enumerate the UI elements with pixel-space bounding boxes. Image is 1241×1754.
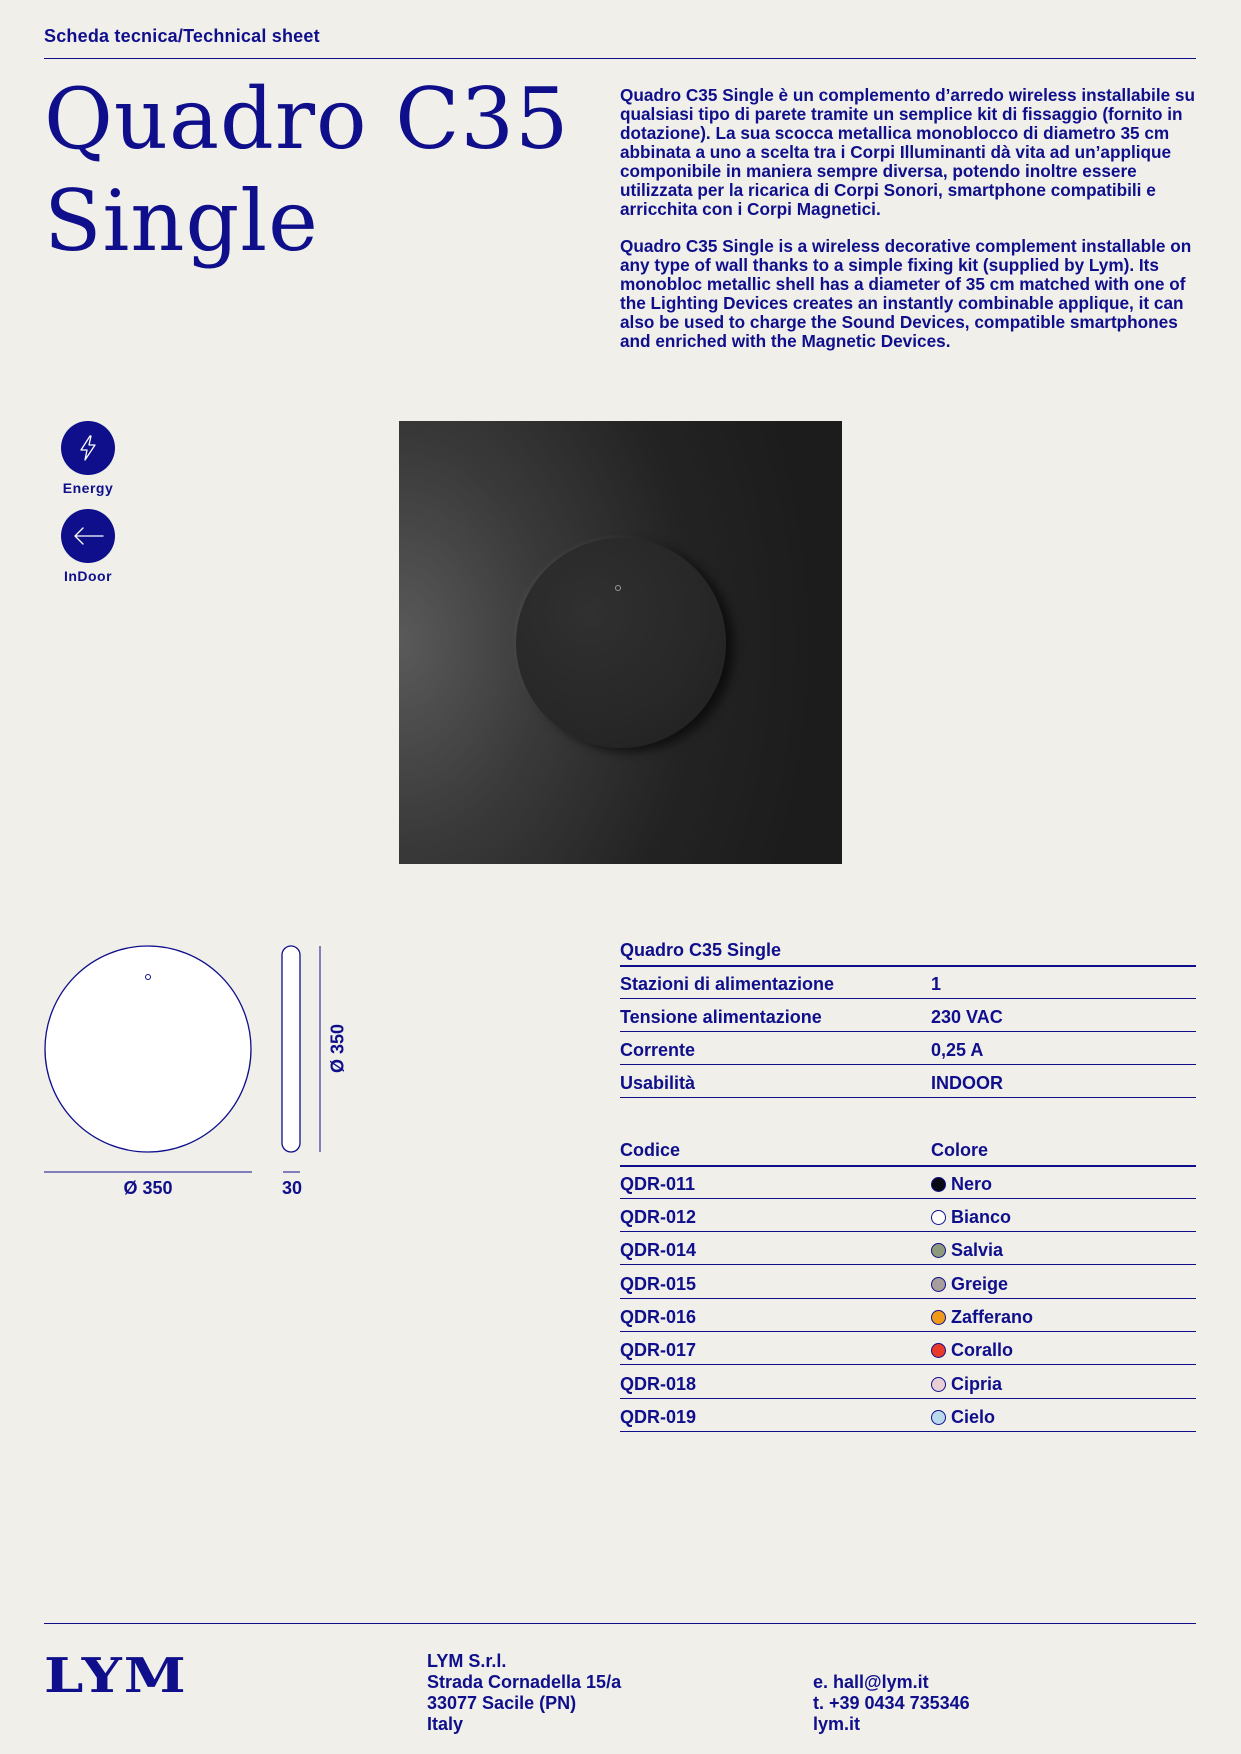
color-swatch (931, 1177, 946, 1192)
lightning-icon (61, 421, 115, 475)
row-divider (620, 1064, 1196, 1065)
product-photo (399, 421, 842, 864)
spec-key: Usabilità (620, 1073, 696, 1093)
color-swatch (931, 1377, 946, 1392)
code-value: QDR-018 (620, 1374, 697, 1394)
color-swatch (931, 1410, 946, 1425)
side-view-profile (282, 946, 300, 1152)
header-label: Scheda tecnica/Technical sheet (44, 26, 320, 46)
code-color (931, 1407, 995, 1428)
footer-contacts (813, 1672, 970, 1735)
row-divider (620, 1231, 1196, 1232)
row-divider (620, 1097, 1196, 1098)
code-color (931, 1240, 1003, 1261)
spec-key: Stazioni di alimentazione (620, 974, 835, 994)
row-divider (620, 1398, 1196, 1399)
height-label: Ø 350 (327, 1023, 348, 1074)
color-name: Nero (951, 1174, 993, 1194)
footer-company: LYM S.r.l. (427, 1651, 507, 1671)
codes-header-code: Codice (620, 1140, 681, 1160)
row-divider (620, 1431, 1196, 1432)
spec-value: INDOOR (931, 1073, 1003, 1093)
color-swatch (931, 1210, 946, 1225)
description-english: Quadro C35 Single is a wireless decorative complement installable on any type of wall thanks to a simple fixing kit (supplied by Lym). Its monobloc metallic shell has a diameter of 35 cm matched with one of the Lighting Devices creates an instantly combinable applique, it can also be used to charge the Sound Devices, compatible smartphones and enriched with the Magnetic Devices. (620, 236, 1192, 351)
footer-web[interactable]: lym.it (813, 1714, 861, 1734)
color-swatch (931, 1243, 946, 1258)
codes-header-divider (620, 1165, 1196, 1167)
color-name: Corallo (951, 1340, 1014, 1360)
header-divider (44, 58, 1196, 59)
badge-energy (44, 421, 132, 496)
code-color (931, 1340, 1013, 1361)
code-color (931, 1274, 1008, 1295)
row-divider (620, 1031, 1196, 1032)
footer-divider (44, 1623, 1196, 1624)
color-swatch (931, 1310, 946, 1325)
color-name: Greige (951, 1274, 1009, 1294)
badge-indoor (44, 509, 132, 584)
page-title (44, 68, 569, 272)
product-disc (516, 538, 726, 748)
color-swatch (931, 1277, 946, 1292)
front-view-circle (45, 946, 251, 1152)
code-value: QDR-014 (620, 1240, 697, 1260)
code-color (931, 1374, 1002, 1395)
badge-energy-label: Energy (62, 480, 114, 496)
color-name: Salvia (951, 1240, 1004, 1260)
color-name: Cielo (951, 1407, 996, 1427)
color-name: Zafferano (951, 1307, 1034, 1327)
row-divider (620, 1198, 1196, 1199)
badge-indoor-label: InDoor (63, 568, 113, 584)
code-value: QDR-015 (620, 1274, 697, 1294)
code-value: QDR-017 (620, 1340, 697, 1360)
code-color (931, 1207, 1011, 1228)
technical-drawing (40, 940, 360, 1180)
codes-header-color: Colore (931, 1140, 989, 1160)
row-divider (620, 1298, 1196, 1299)
depth-label: 30 (281, 1178, 303, 1198)
footer-address (427, 1651, 621, 1735)
code-value: QDR-019 (620, 1407, 697, 1427)
lym-logo: LYM (44, 1648, 188, 1705)
row-divider (620, 1331, 1196, 1332)
footer-email[interactable]: e. hall@lym.it (813, 1672, 929, 1692)
color-name: Cipria (951, 1374, 1003, 1394)
row-divider (620, 1264, 1196, 1265)
code-value: QDR-011 (620, 1174, 696, 1194)
title-line-2: Single (44, 172, 319, 270)
spec-value: 0,25 A (931, 1040, 984, 1060)
diameter-label: Ø 350 (123, 1178, 173, 1198)
title-line-1: Quadro C35 (44, 70, 570, 168)
arrow-left-icon (61, 509, 115, 563)
product-description (620, 86, 1200, 369)
spec-key: Tensione alimentazione (620, 1007, 822, 1027)
code-value: QDR-012 (620, 1207, 697, 1227)
code-value: QDR-016 (620, 1307, 697, 1327)
footer-street: Strada Cornadella 15/a (427, 1672, 622, 1692)
footer-city: 33077 Sacile (PN) (427, 1693, 577, 1713)
spec-key: Corrente (620, 1040, 696, 1060)
code-color (931, 1174, 992, 1195)
spec-value: 230 VAC (931, 1007, 1003, 1027)
footer-country: Italy (427, 1714, 464, 1734)
description-italian: Quadro C35 Single è un complemento d’arredo wireless installabile su qualsiasi tipo di parete tramite un semplice kit di fissaggio (fornito in dotazione). La sua scocca metallica monoblocco di diametro 35 cm abbinata a uno a scelta tra i Corpi Illuminanti dà vita ad un’applique componibile in maniera sempre diversa, potendo inoltre essere utilizzata per la ricarica di Corpi Sonori, smartphone compatibili e arricchita con i Corpi Magnetici. (620, 85, 1195, 219)
specs-title-divider (620, 965, 1196, 967)
specs-title: Quadro C35 Single (620, 940, 782, 960)
row-divider (620, 998, 1196, 999)
row-divider (620, 1364, 1196, 1365)
product-hole (615, 585, 621, 591)
color-swatch (931, 1343, 946, 1358)
code-color (931, 1307, 1033, 1328)
footer-phone[interactable]: t. +39 0434 735346 (813, 1693, 970, 1713)
spec-value: 1 (931, 974, 942, 994)
color-name: Bianco (951, 1207, 1012, 1227)
